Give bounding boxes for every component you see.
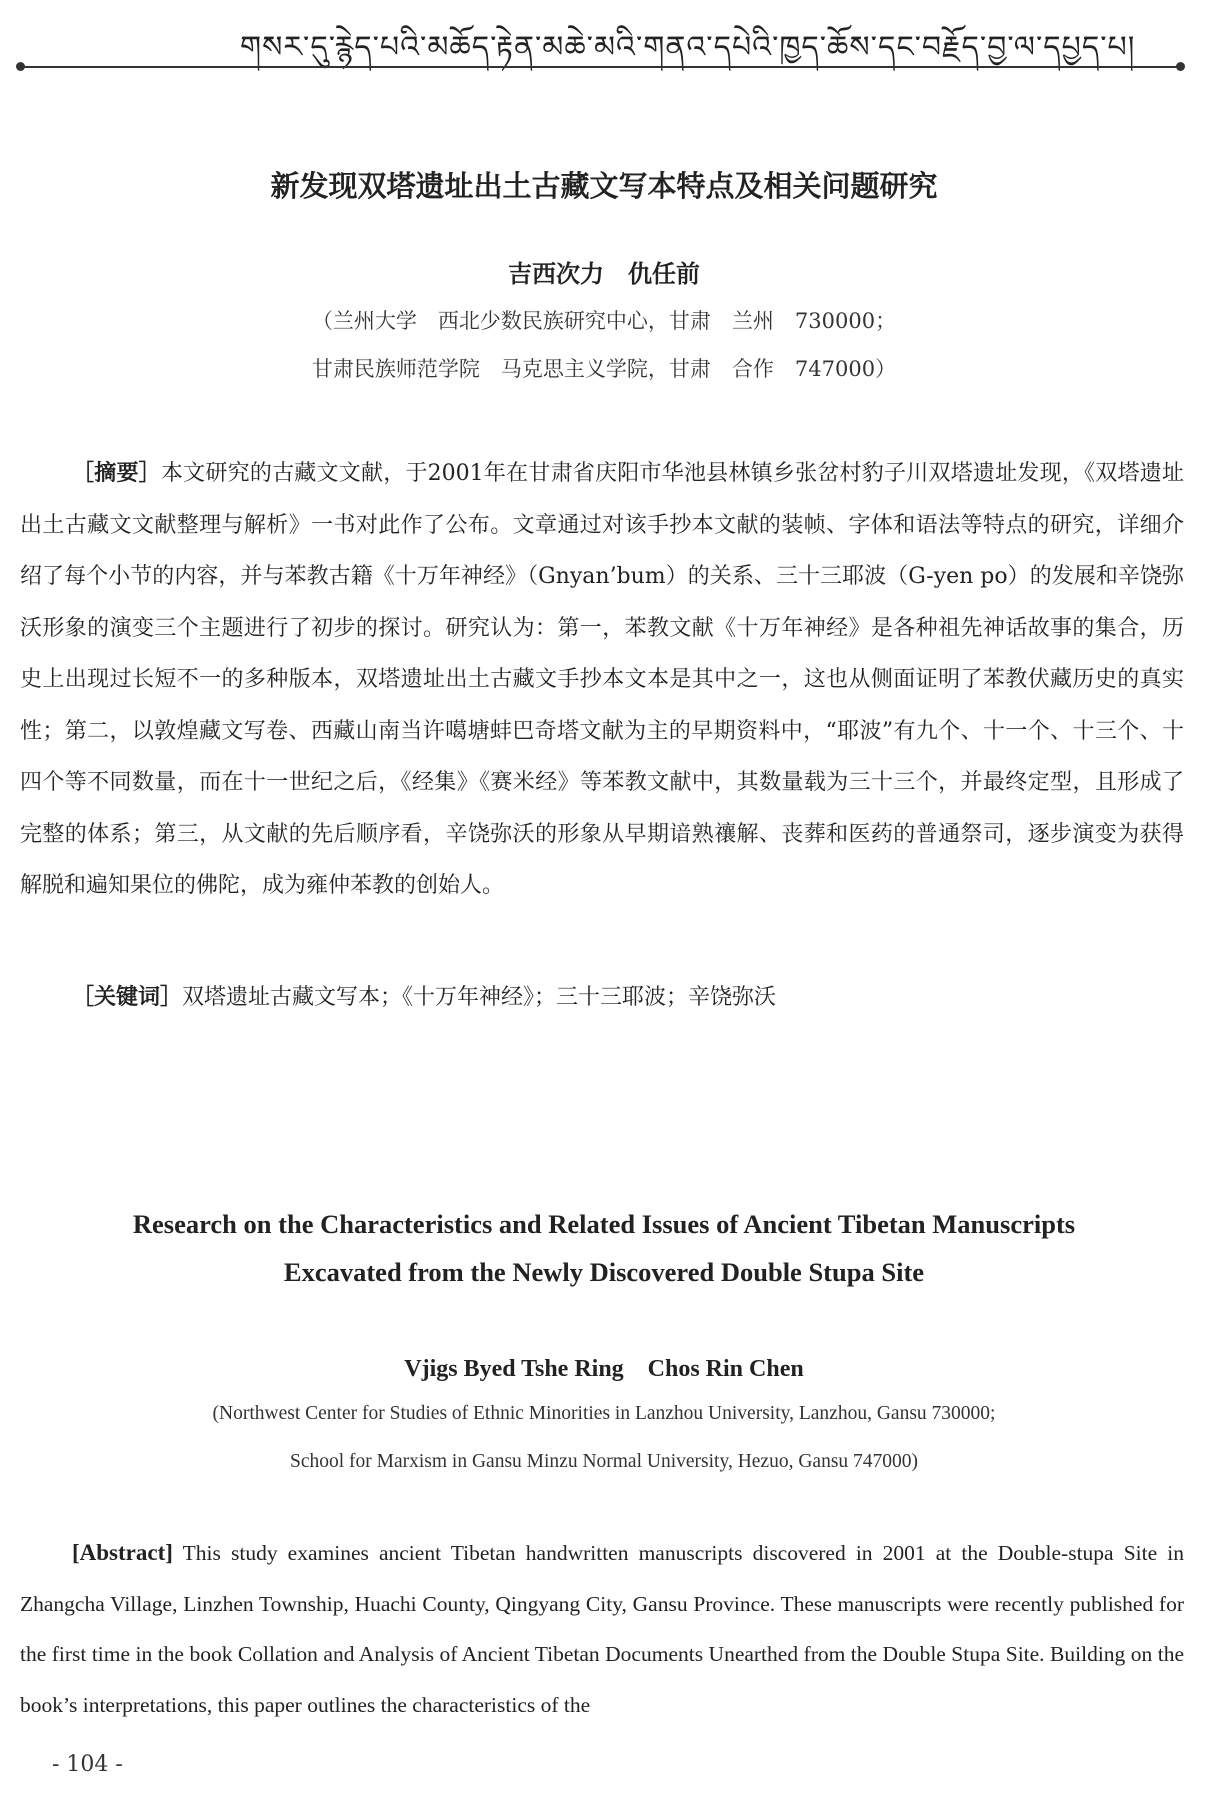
chinese-abstract-text: 本文研究的古藏文文献，于2001年在甘肃省庆阳市华池县林镇乡张岔村豹子川双塔遗址发现，《双塔遗址出土古藏文文献整理与解析》一书对此作了公布。文章通过对该手抄本文献的装帧、字体和语法等特点的研究，详细介绍了每个小节的内容，并与苯教古籍《十万年神经》（Gnyan’bum）的关系、三十三耶波（G-yen po）的发展和辛饶弥沃形象的演变三个主题进行了初步的探讨。研究认为：第一，苯教文献《十万年神经》是各种祖先神话故事的集合，历史上出现过长短不一的多种版本，双塔遗址出土古藏文手抄本文本是其中之一，这也从侧面证明了苯教伏藏历史的真实性；第二，以敦煌藏文写卷、西藏山南当许噶塘蚌巴奇塔文献为主的早期资料中，“耶波”有九个、十一个、十三个、十四个等不同数量，而在十一世纪之后，《经集》《赛米经》等苯教文献中，其数量载为三十三个，并最终定型，且形成了完整的体系；第三，从文献的先后顺序看，辛饶弥沃的形象从早期谙熟禳解、丧葬和医药的普通祭司，逐步演变为获得解脱和遍知果位的佛陀，成为雍仲苯教的创始人。 — [20, 461, 1184, 898]
english-abstract-label: [Abstract] — [72, 1540, 173, 1565]
english-affiliation-2: School for Marxism in Gansu Minzu Normal University, Hezuo, Gansu 747000) — [289, 1451, 919, 1472]
english-title-line-2: Excavated from the Newly Discovered Double Stupa Site — [283, 1257, 925, 1287]
chinese-title: 新发现双塔遗址出土古藏文写本特点及相关问题研究 — [270, 169, 938, 203]
chinese-abstract — [20, 448, 1184, 912]
chinese-keywords-text: 双塔遗址古藏文写本；《十万年神经》；三十三耶波；辛饶弥沃 — [182, 985, 777, 1010]
english-title-line-1: Research on the Characteristics and Related Issues of Ancient Tibetan Manuscripts — [132, 1209, 1076, 1239]
header-rule — [20, 66, 1180, 68]
chinese-authors: 吉西次力 仇任前 — [508, 260, 700, 288]
page-number: - 104 - — [52, 1752, 123, 1777]
english-abstract — [20, 1528, 1184, 1730]
running-header-tibetan: གསར་དུ་རྙེད་པའི་མཆོད་རྟེན་མཆེ་མའི་གནའ་དཔེའི་ཁྱད་ཆོས་དང་བརྗོད་བྱ་ལ་དཔྱད་པ། — [240, 30, 1136, 65]
english-authors: Vjigs Byed Tshe Ring Chos Rin Chen — [404, 1356, 804, 1382]
chinese-affiliation-2: 甘肃民族师范学院 马克思主义学院，甘肃 合作 747000） — [311, 357, 897, 381]
english-affiliation-1: (Northwest Center for Studies of Ethnic Minorities in Lanzhou University, Lanzhou, Gansu 730000; — [212, 1403, 996, 1424]
chinese-keywords-label: ［关键词］ — [72, 985, 183, 1010]
chinese-abstract-label: ［摘要］ — [72, 461, 161, 486]
english-abstract-text: This study examines ancient Tibetan handwritten manuscripts discovered in 2001 at the Double-stupa Site in Zhangcha Village, Linzhen Township, Huachi County, Qingyang City, Gansu Province. These manuscripts were recently published for the first time in the book Collation and Analysis of Ancient Tibetan Documents Unearthed from the Double Stupa Site. Building on the book’s interpretations, this paper outlines the characteristics of the — [20, 1541, 1184, 1717]
chinese-keywords — [72, 980, 776, 1011]
chinese-affiliation-1: （兰州大学 西北少数民族研究中心，甘肃 兰州 730000； — [311, 309, 897, 333]
header-rule-left-dot — [16, 62, 25, 71]
english-title — [0, 1200, 1208, 1296]
header-rule-right-dot — [1176, 62, 1185, 71]
